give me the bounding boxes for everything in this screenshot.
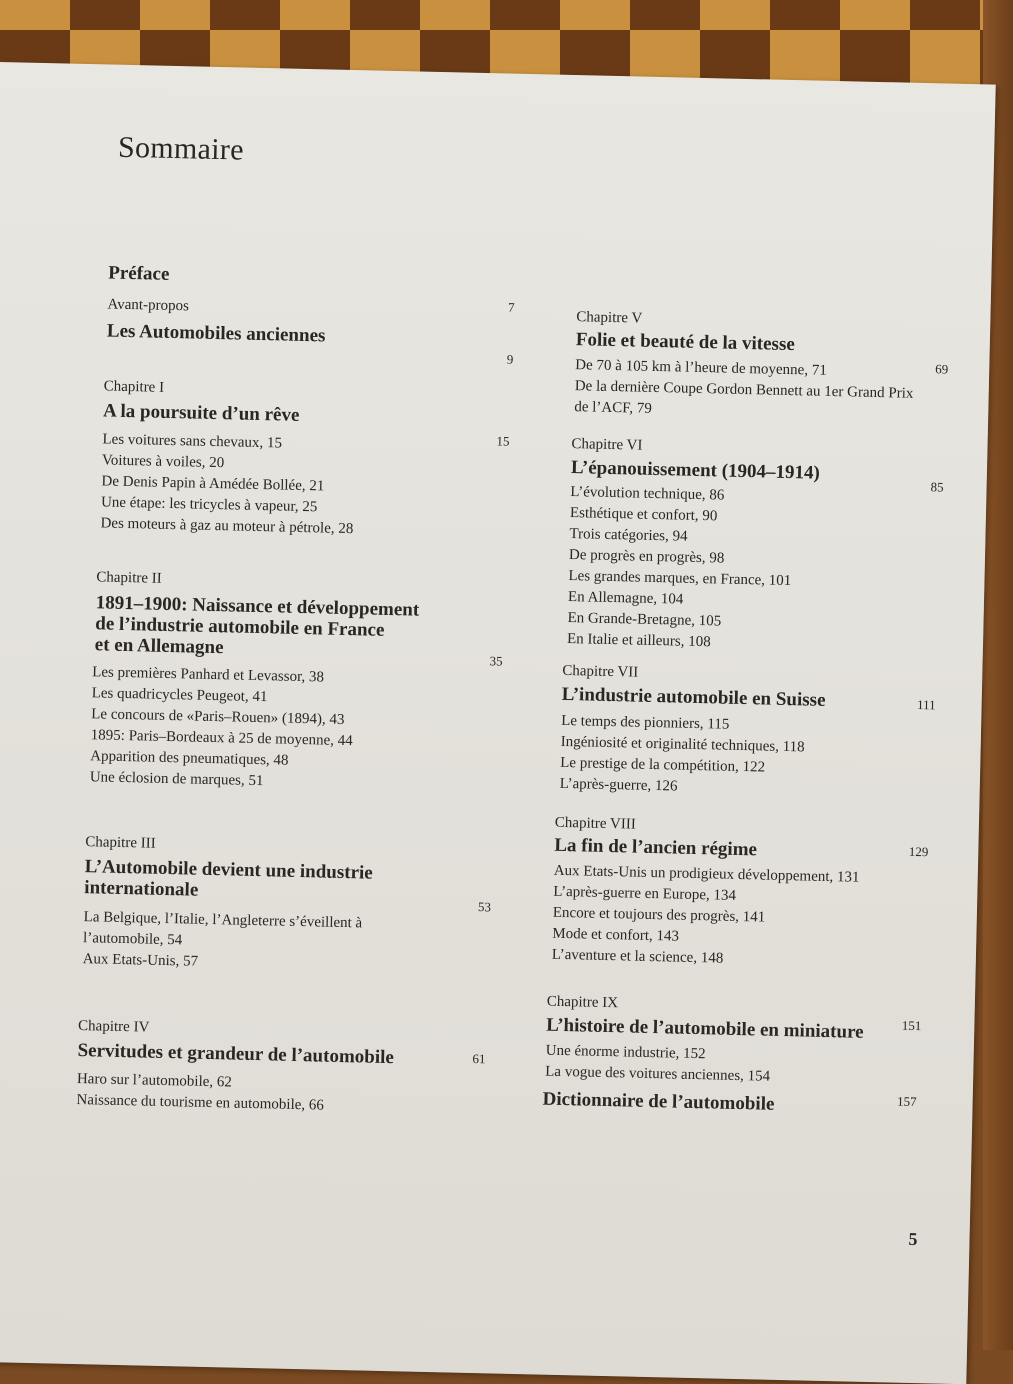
list-item: L’après-guerre en Europe, 134 xyxy=(553,883,737,904)
list-item: De progrès en progrès, 98 xyxy=(568,547,725,567)
chapter-9-label: Chapitre IX xyxy=(546,993,619,1012)
list-item: La Belgique, l’Italie, l’Angleterre s’éveillent à xyxy=(83,909,363,932)
chapter-8-label: Chapitre VIII xyxy=(554,814,636,833)
list-item: Ingéniosité et originalité techniques, 118 xyxy=(560,733,805,756)
dictionnaire-page: 157 xyxy=(896,1093,917,1110)
chapter-1-title: A la poursuite d’un rêve xyxy=(102,400,300,426)
list-item: Esthétique et confort, 90 xyxy=(569,505,718,525)
list-item: Aux Etats-Unis un prodigieux développement, 131 xyxy=(553,862,860,886)
chapter-4-page: 61 xyxy=(472,1050,486,1067)
list-item: Les voitures sans chevaux, 15 xyxy=(102,431,283,452)
chapter-6-list xyxy=(567,482,794,655)
list-item: L’après-guerre, 126 xyxy=(559,775,678,795)
chapter-7-list xyxy=(560,711,806,801)
chapter-6-page: 85 xyxy=(930,479,944,495)
list-item: La vogue des voitures anciennes, 154 xyxy=(545,1063,771,1085)
chapter-9-list xyxy=(545,1041,771,1088)
chapter-7-title: L’industrie automobile en Suisse xyxy=(561,683,826,711)
chapter-5-page: 69 xyxy=(935,361,949,377)
chapter-1-page: 15 xyxy=(496,433,510,449)
chapter-6-label: Chapitre VI xyxy=(571,436,643,454)
anciennes-page: 9 xyxy=(506,351,514,367)
list-item: Les grandes marques, en France, 101 xyxy=(568,568,792,590)
list-item: Encore et toujours des progrès, 141 xyxy=(552,904,766,926)
chapter-5-title: Folie et beauté de la vitesse xyxy=(575,329,796,356)
chapter-4-title: Servitudes et grandeur de l’automobile xyxy=(77,1040,395,1069)
list-item: Aux Etats-Unis, 57 xyxy=(82,951,199,970)
list-item: De 70 à 105 km à l’heure de moyenne, 71 xyxy=(575,357,827,379)
list-item: Naissance du tourisme en automobile, 66 xyxy=(76,1092,325,1114)
list-item: 1895: Paris–Bordeaux à 25 de moyenne, 44 xyxy=(90,727,353,750)
list-item: En Allemagne, 104 xyxy=(567,589,684,608)
avant-propos-label: Avant-propos xyxy=(107,296,190,315)
list-item: L’aventure et la science, 148 xyxy=(551,946,724,967)
chapter-3-label: Chapitre III xyxy=(85,834,156,852)
list-item: Les premières Panhard et Levassor, 38 xyxy=(91,664,325,686)
list-item: Le temps des pionniers, 115 xyxy=(561,712,730,733)
list-item: Voitures à voiles, 20 xyxy=(101,452,225,472)
list-item: Une énorme industrie, 152 xyxy=(545,1042,706,1063)
chapter-1-list xyxy=(100,429,355,540)
anciennes-heading: Les Automobiles anciennes xyxy=(106,320,326,347)
list-item: Des moteurs à gaz au moteur à pétrole, 28 xyxy=(100,515,354,538)
list-item: Trois catégories, 94 xyxy=(569,526,688,545)
book-page xyxy=(0,62,996,1384)
list-item: de l’ACF, 79 xyxy=(574,399,653,417)
chapter-3-title: L’Automobile devient une industrie internationale xyxy=(84,856,373,901)
list-item: Le prestige de la compétition, 122 xyxy=(560,754,766,776)
list-item: Haro sur l’automobile, 62 xyxy=(76,1071,233,1091)
chapter-5-list xyxy=(574,355,914,426)
chapter-6-title: L’épanouissement (1904–1914) xyxy=(570,457,821,484)
list-item: En Italie et ailleurs, 108 xyxy=(566,631,711,651)
list-item: L’évolution technique, 86 xyxy=(570,484,725,504)
list-item: Le concours de «Paris–Rouen» (1894), 43 xyxy=(91,706,345,728)
list-item: l’automobile, 54 xyxy=(82,930,183,949)
list-item: Les quadricycles Peugeot, 41 xyxy=(91,685,268,706)
list-item: Apparition des pneumatiques, 48 xyxy=(90,748,289,769)
chapter-2-title: 1891–1900: Naissance et développement de l’industrie automobile en France et en Allemagne xyxy=(94,592,420,659)
chapter-2-label: Chapitre II xyxy=(96,569,162,587)
chapter-2-list xyxy=(90,662,355,794)
chapter-4-list xyxy=(76,1069,324,1117)
chapter-8-page: 129 xyxy=(908,843,929,860)
chapter-8-list xyxy=(552,861,860,973)
list-item: Une étape: les tricycles à vapeur, 25 xyxy=(100,494,318,516)
chapter-7-label: Chapitre VII xyxy=(562,662,639,681)
dictionnaire-heading: Dictionnaire de l’automobile xyxy=(542,1088,775,1115)
chapter-9-title: L’histoire de l’automobile en miniature xyxy=(546,1014,864,1043)
preface-heading: Préface xyxy=(108,262,170,285)
chapter-7-page: 111 xyxy=(916,696,936,713)
chapter-5-label: Chapitre V xyxy=(576,309,643,327)
chapter-3-page: 53 xyxy=(477,899,492,915)
list-item: En Grande-Bretagne, 105 xyxy=(567,610,722,630)
avant-propos-page: 7 xyxy=(507,299,515,315)
chapter-9-page: 151 xyxy=(901,1017,922,1034)
chapter-8-title: La fin de l’ancien régime xyxy=(554,834,758,861)
list-item: Une éclosion de marques, 51 xyxy=(89,769,264,790)
chapter-1-label: Chapitre I xyxy=(103,378,165,396)
chapter-3-list xyxy=(82,907,362,976)
list-item: De la dernière Coupe Gordon Bennett au 1er Grand Prix xyxy=(574,378,914,402)
page-title: Sommaire xyxy=(117,130,245,167)
page-number: 5 xyxy=(908,1228,918,1250)
list-item: De Denis Papin à Amédée Bollée, 21 xyxy=(101,473,325,495)
chapter-2-page: 35 xyxy=(489,653,503,669)
list-item: Mode et confort, 143 xyxy=(552,925,680,945)
chapter-4-label: Chapitre IV xyxy=(77,1018,150,1036)
